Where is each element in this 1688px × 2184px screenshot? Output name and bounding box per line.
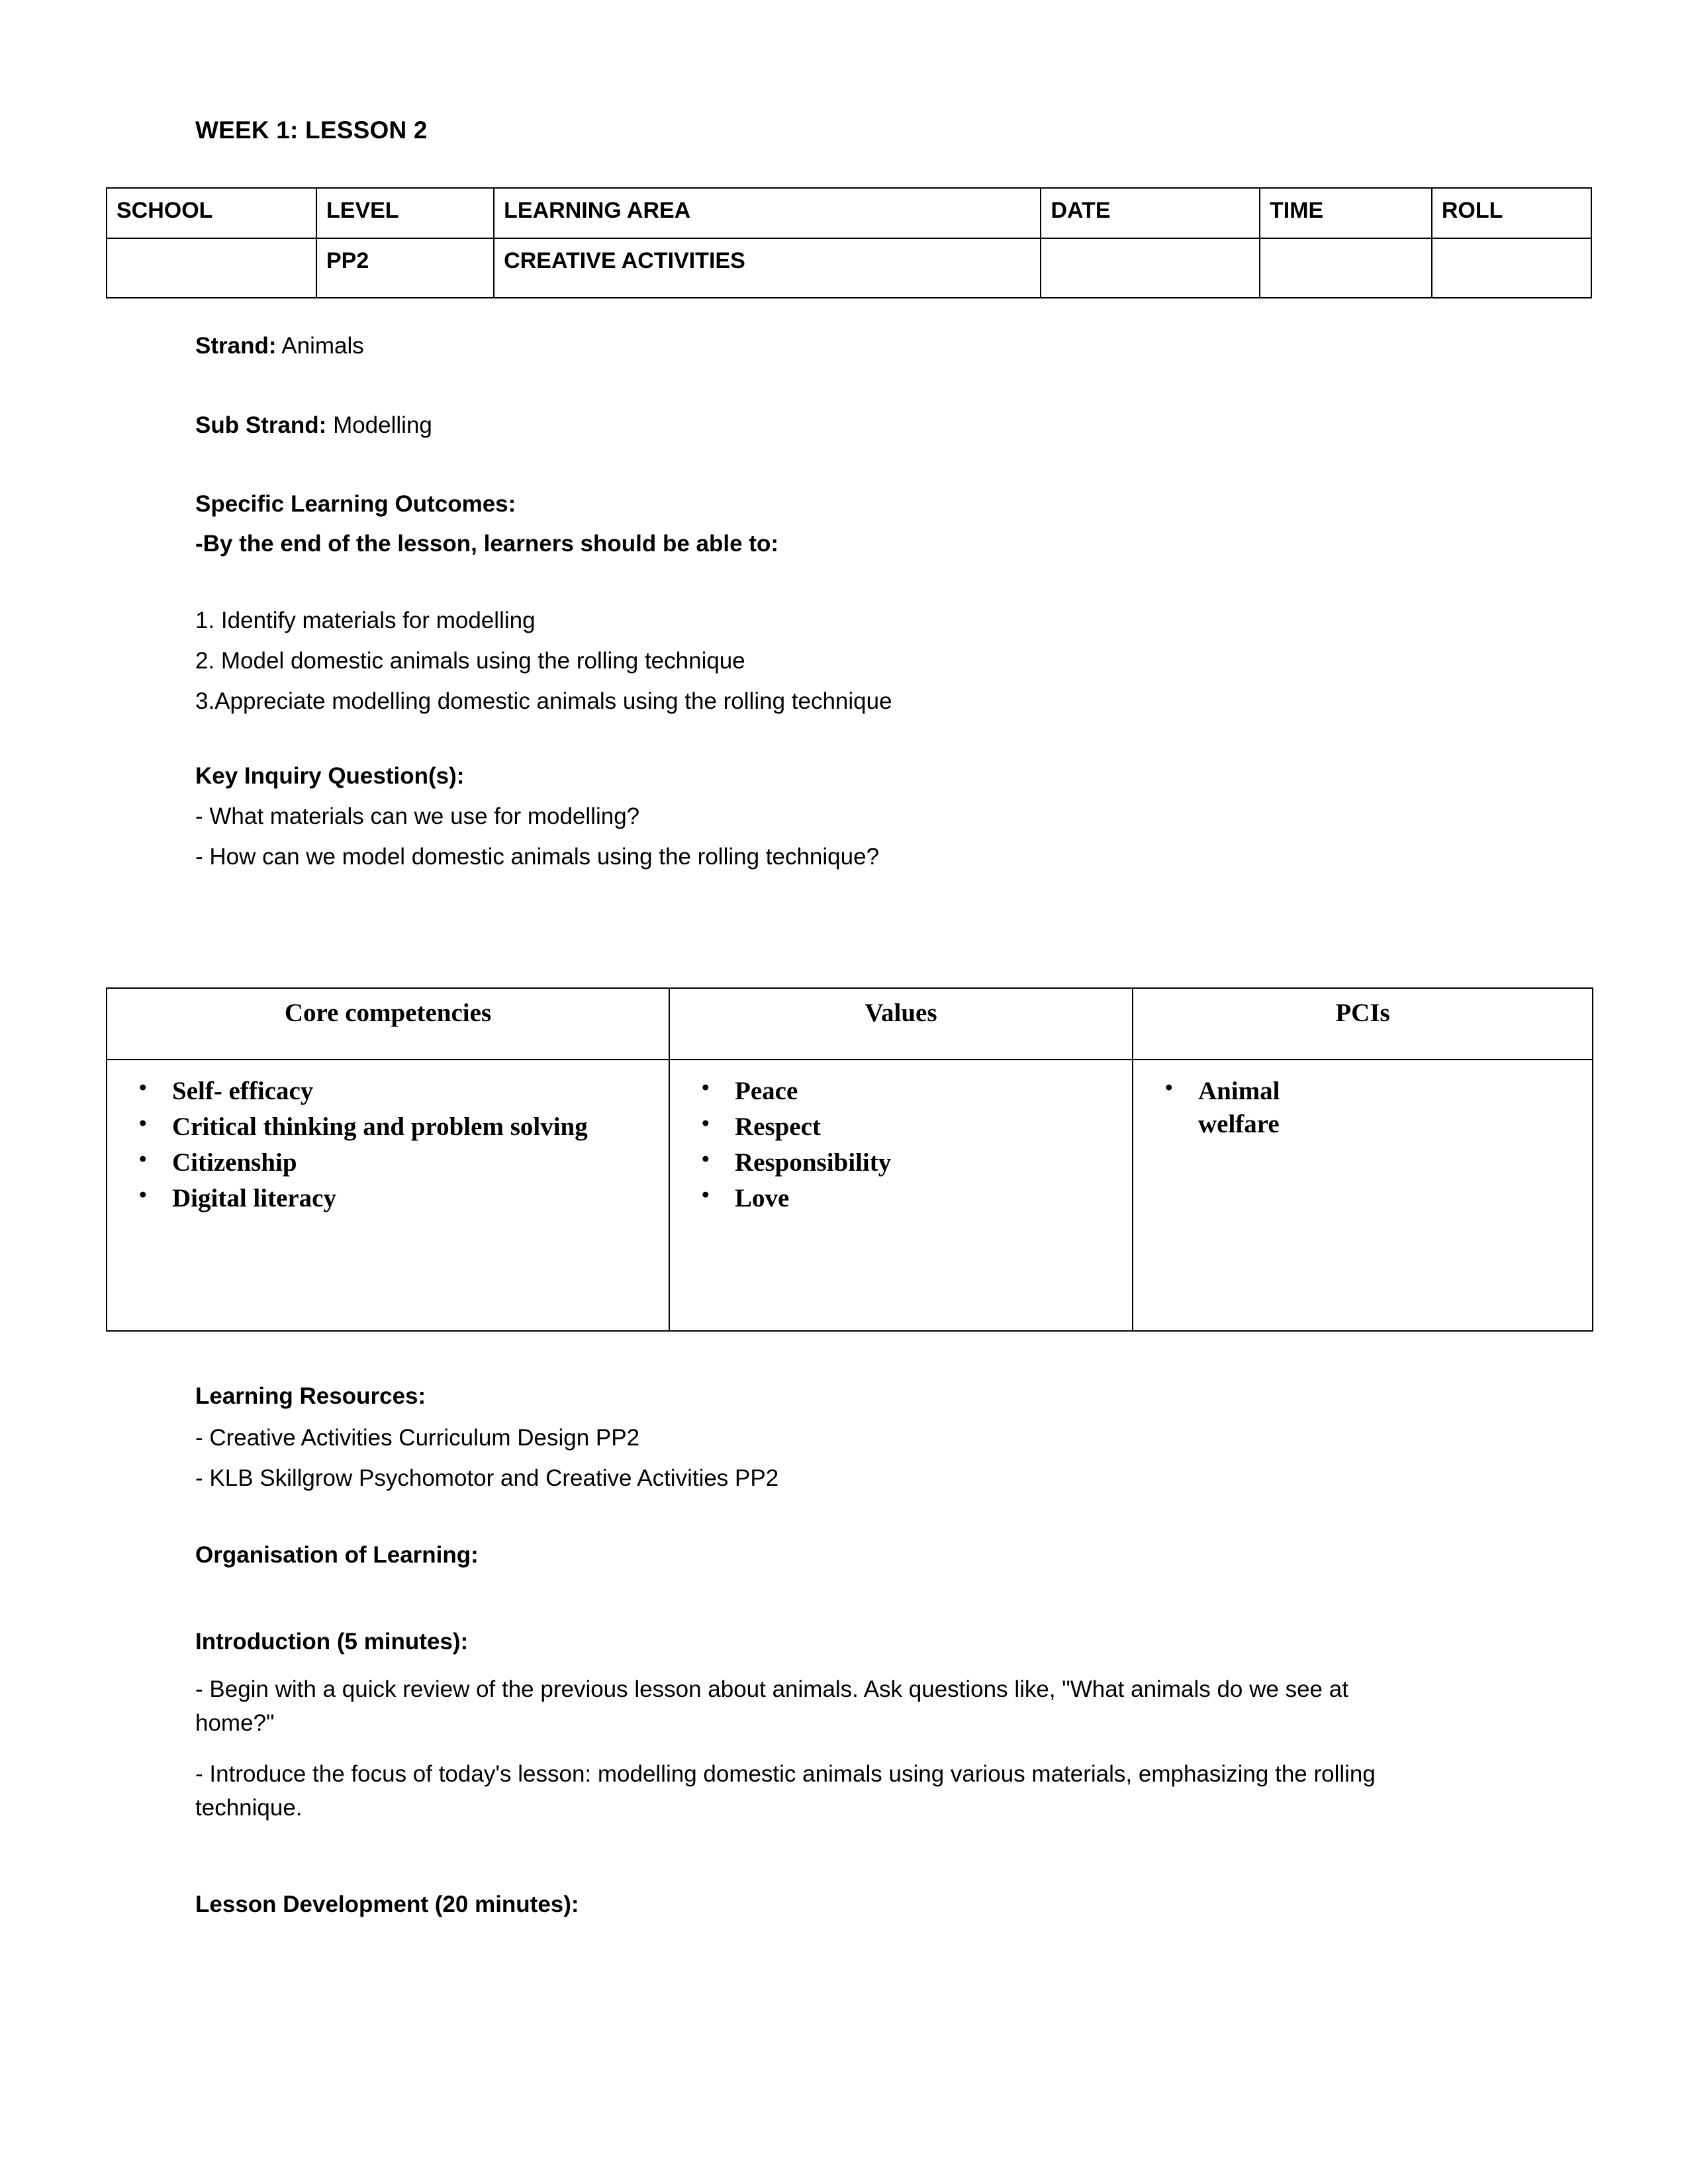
- competency-values-pci-table: [106, 987, 1592, 1332]
- list-item: • Critical thinking and problem solving: [172, 1111, 662, 1144]
- list-item: • Responsibility: [735, 1146, 1125, 1179]
- header-time: TIME: [1260, 188, 1432, 238]
- learning-outcomes-heading: Specific Learning Outcomes:: [195, 491, 516, 517]
- page-title: WEEK 1: LESSON 2: [195, 116, 428, 144]
- learning-resource-item-2: - KLB Skillgrow Psychomotor and Creative Activities PP2: [195, 1465, 779, 1491]
- learning-resource-item-1: - Creative Activities Curriculum Design PP2: [195, 1425, 640, 1451]
- value-time[interactable]: [1260, 238, 1432, 298]
- lesson-development-heading: Lesson Development (20 minutes):: [195, 1891, 579, 1917]
- learning-outcome-item-2: 2. Model domestic animals using the rolling technique: [195, 648, 745, 674]
- header-pcis: PCIs: [1133, 988, 1593, 1060]
- value-learning-area[interactable]: CREATIVE ACTIVITIES: [494, 238, 1041, 298]
- organisation-heading: Organisation of Learning:: [195, 1542, 479, 1568]
- values-list: [677, 1075, 1125, 1215]
- header-values: Values: [669, 988, 1133, 1060]
- table-row: [107, 238, 1591, 298]
- strand-label: Strand:: [195, 333, 277, 359]
- list-item: • Citizenship: [172, 1146, 662, 1179]
- learning-outcome-item-3: 3.Appreciate modelling domestic animals using the rolling technique: [195, 688, 892, 714]
- header-roll: ROLL: [1432, 188, 1591, 238]
- lesson-info-table: [106, 187, 1592, 298]
- key-inquiry-item-1: - What materials can we use for modelling?: [195, 803, 640, 829]
- introduction-paragraph-2: - Introduce the focus of today's lesson: modelling domestic animals using various materials, emphasizing the rolling technique.: [195, 1761, 1376, 1821]
- learning-resources-heading: Learning Resources:: [195, 1383, 426, 1409]
- sub-strand-row: [195, 414, 1493, 437]
- list-item: • Respect: [735, 1111, 1125, 1144]
- introduction-heading: Introduction (5 minutes):: [195, 1629, 469, 1655]
- header-date: DATE: [1041, 188, 1260, 238]
- table-row: [107, 188, 1591, 238]
- cell-pcis: [1133, 1060, 1593, 1331]
- list-item: • Love: [735, 1182, 1125, 1215]
- sub-strand-value: Modelling: [333, 412, 432, 438]
- sub-strand-label: Sub Strand:: [195, 412, 327, 438]
- strand-row: [195, 334, 1493, 357]
- learning-outcomes-subheading: -By the end of the lesson, learners should be able to:: [195, 531, 778, 557]
- list-item: • Digital literacy: [172, 1182, 662, 1215]
- list-item: • Peace: [735, 1075, 1125, 1108]
- pcis-list: [1140, 1075, 1585, 1141]
- key-inquiry-heading: Key Inquiry Question(s):: [195, 763, 465, 789]
- core-competencies-list: [114, 1075, 662, 1215]
- list-item: • Animal welfare: [1198, 1075, 1340, 1141]
- value-date[interactable]: [1041, 238, 1260, 298]
- header-level: LEVEL: [316, 188, 494, 238]
- learning-outcome-item-1: 1. Identify materials for modelling: [195, 608, 536, 633]
- header-learning-area: LEARNING AREA: [494, 188, 1041, 238]
- header-school: SCHOOL: [107, 188, 316, 238]
- table-row: [107, 1060, 1593, 1331]
- key-inquiry-item-2: - How can we model domestic animals using the rolling technique?: [195, 844, 880, 870]
- cell-core-competencies: [107, 1060, 669, 1331]
- header-core-competencies: Core competencies: [107, 988, 669, 1060]
- value-school[interactable]: [107, 238, 316, 298]
- cell-values: [669, 1060, 1133, 1331]
- value-roll[interactable]: [1432, 238, 1591, 298]
- list-item: • Self- efficacy: [172, 1075, 662, 1108]
- introduction-paragraph-1: - Begin with a quick review of the previous lesson about animals. Ask questions like, "What animals do we see at home?": [195, 1676, 1348, 1737]
- strand-value: Animals: [281, 333, 364, 359]
- value-level[interactable]: PP2: [316, 238, 494, 298]
- table-row: [107, 988, 1593, 1060]
